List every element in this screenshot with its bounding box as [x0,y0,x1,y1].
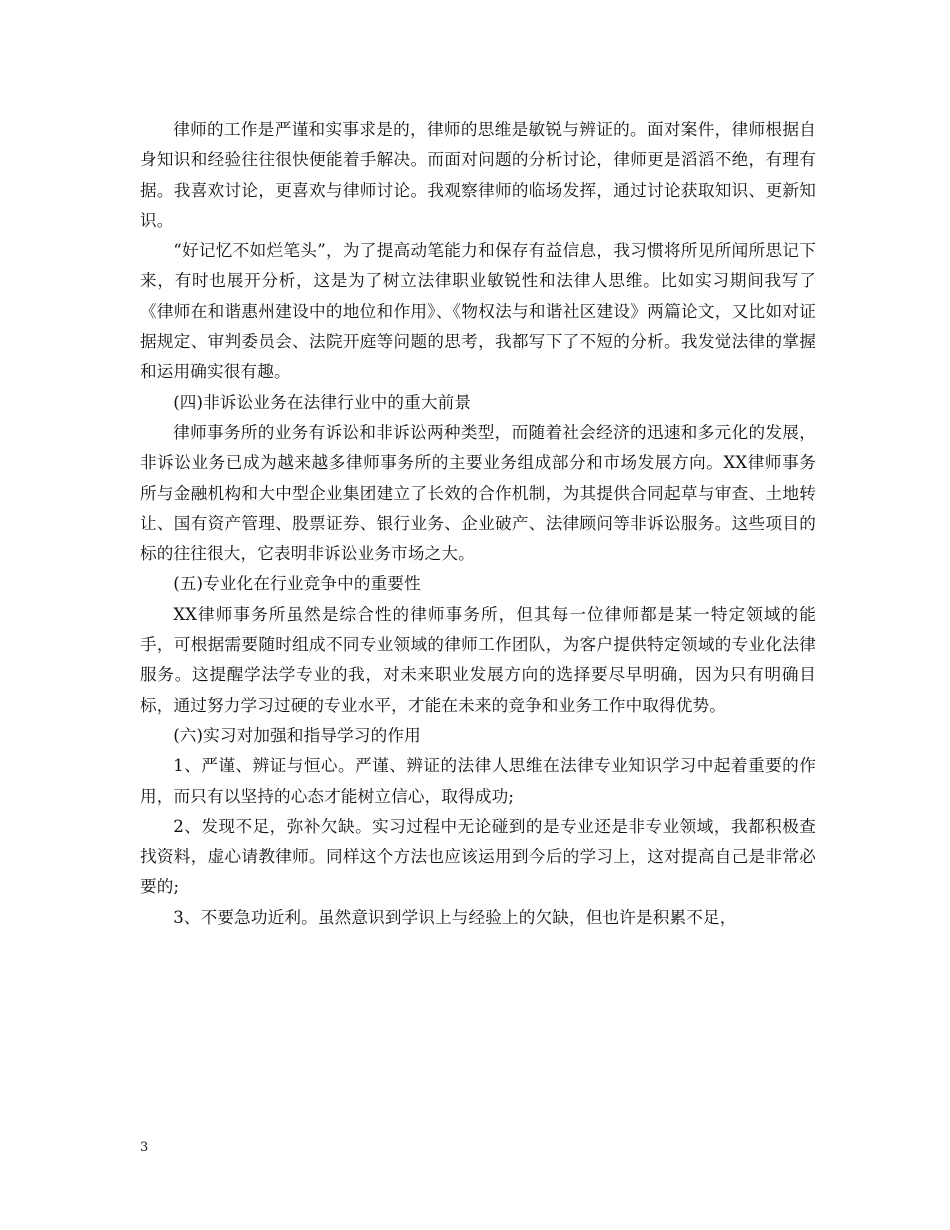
list-item-rigor: 1、严谨、辨证与恒心。严谨、辨证的法律人思维在法律专业知识学习中起着重要的作用，而只有以坚持的心态才能树立信心，取得成功; [140,756,816,806]
paragraph-note-taking: “好记忆不如烂笔头”，为了提高动笔能力和保存有益信息，我习惯将所见所闻所思记下来，有时也展开分析，这是为了树立法律职业敏锐性和法律人思维。比如实习期间我写了《律师在和谐惠州建设中的地位和作用》、《物权法与和谐社区建设》两篇论文，又比如对证据规定、审判委员会、法院开庭等问题的思考，我都写下了不短的分析。我发觉法律的掌握和运用确实很有趣。 [140,241,816,382]
paragraph-non-litigation: 律师事务所的业务有诉讼和非诉讼两种类型，而随着社会经济的迅速和多元化的发展，非诉讼业务已成为越来越多律师事务所的主要业务组成部分和市场发展方向。XX律师事务所与金融机构和大中型企业集团建立了长效的合作机制，为其提供合同起草与审查、土地转让、国有资产管理、股票证券、银行业务、企业破产、法律顾问等非诉讼服务。这些项目的标的往往很大，它表明非诉讼业务市场之大。 [140,422,816,564]
list-item-find-gaps: 2、发现不足，弥补欠缺。实习过程中无论碰到的是专业还是非专业领域，我都积极查找资料，虚心请教律师。同样这个方法也应该运用到今后的学习上，这对提高自己是非常必要的; [140,816,816,897]
paragraph-specialization: XX律师事务所虽然是综合性的律师事务所，但其每一位律师都是某一特定领域的能手，可根据需要随时组成不同专业领域的律师工作团队，为客户提供特定领域的专业化法律服务。这提醒学法学专业的我，对未来职业发展方向的选择要尽早明确，因为只有明确目标，通过努力学习过硬的专业水平，才能在未来的竞争和业务工作中取得优势。 [140,604,816,715]
section-heading-specialization: (五)专业化在行业竞争中的重要性 [173,574,421,594]
paragraph-lawyer-work: 律师的工作是严谨和实事求是的，律师的思维是敏锐与辨证的。面对案件，律师根据自身知识和经验往往很快便能着手解决。而面对问题的分析讨论，律师更是滔滔不绝，有理有据。我喜欢讨论，更喜欢与律师讨论。我观察律师的临场发挥，通过讨论获取知识、更新知识。 [140,120,816,230]
document-body [140,115,816,933]
section-heading-internship-role: (六)实习对加强和指导学习的作用 [173,725,421,745]
page-number: 3 [140,1140,149,1155]
section-heading-non-litigation: (四)非诉讼业务在法律行业中的重大前景 [173,392,472,412]
list-item-no-haste: 3、不要急功近利。虽然意识到学识上与经验上的欠缺，但也许是积累不足， [173,907,737,927]
